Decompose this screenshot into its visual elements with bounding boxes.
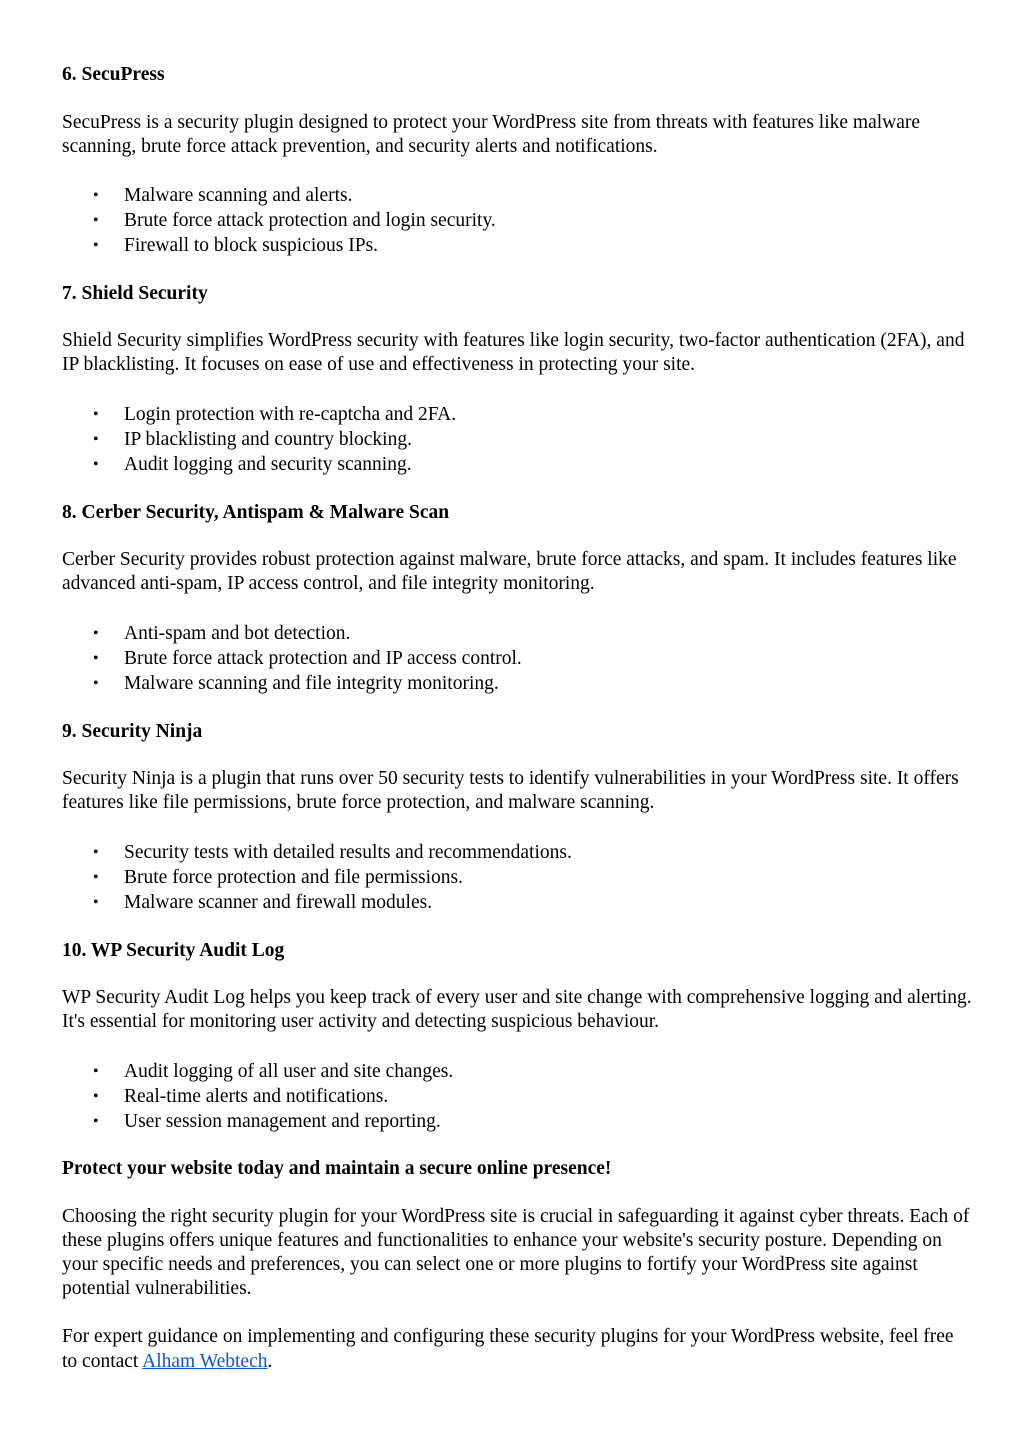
list-item-text: Firewall to block suspicious IPs. (124, 235, 379, 256)
bullet-icon: • (93, 869, 99, 886)
list-item-text: Malware scanning and alerts. (124, 185, 353, 206)
list-item (62, 233, 972, 258)
bullet-icon: • (93, 187, 99, 204)
list-item (62, 671, 972, 696)
list-item-text: Malware scanner and firewall modules. (124, 892, 433, 913)
list-item (62, 208, 972, 233)
section-paragraph-wp-security-audit-log: WP Security Audit Log helps you keep track of every user and site change with comprehensive logging and alerting. It's essential for monitoring user activity and detecting suspicious behaviour. (62, 987, 972, 1032)
list-item-text: Brute force attack protection and IP access control. (124, 648, 522, 669)
list-item (62, 402, 972, 427)
bullet-icon: • (93, 1063, 99, 1080)
list-item (62, 865, 972, 890)
bullet-icon: • (93, 650, 99, 667)
section-heading-cerber-security: 8. Cerber Security, Antispam & Malware Scan (62, 502, 450, 523)
bullet-icon: • (93, 894, 99, 911)
list-item (62, 452, 972, 477)
bullet-list-secupress (62, 183, 972, 258)
bullet-icon: • (93, 1088, 99, 1105)
bullet-icon: • (93, 675, 99, 692)
contact-link[interactable]: Alham Webtech (142, 1351, 268, 1372)
bullet-list-shield-security (62, 402, 972, 477)
list-item (62, 646, 972, 671)
list-item (62, 621, 972, 646)
list-item-text: Security tests with detailed results and recommendations. (124, 842, 572, 863)
list-item (62, 1109, 972, 1134)
list-item-text: IP blacklisting and country blocking. (124, 429, 412, 450)
list-item-text: Brute force attack protection and login security. (124, 210, 496, 231)
contact-paragraph (62, 1324, 972, 1374)
bullet-list-cerber-security (62, 621, 972, 696)
list-item-text: Anti-spam and bot detection. (124, 623, 351, 644)
list-item (62, 183, 972, 208)
bullet-icon: • (93, 456, 99, 473)
list-item (62, 1059, 972, 1084)
section-paragraph-cerber-security: Cerber Security provides robust protection against malware, brute force attacks, and spam. It includes features like advanced anti-spam, IP access control, and file integrity monitoring. (62, 549, 957, 594)
section-heading-secupress: 6. SecuPress (62, 64, 165, 85)
list-item-text: Brute force protection and file permissions. (124, 867, 463, 888)
closing-heading: Protect your website today and maintain a secure online presence! (62, 1158, 612, 1179)
bullet-icon: • (93, 1113, 99, 1130)
list-item-text: Audit logging and security scanning. (124, 454, 412, 475)
bullet-icon: • (93, 406, 99, 423)
contact-end: . (267, 1351, 273, 1372)
list-item-text: Malware scanning and file integrity monitoring. (124, 673, 499, 694)
section-heading-shield-security: 7. Shield Security (62, 283, 208, 304)
list-item-text: Login protection with re-captcha and 2FA. (124, 404, 457, 425)
section-heading-wp-security-audit-log: 10. WP Security Audit Log (62, 940, 285, 961)
bullet-icon: • (93, 625, 99, 642)
list-item (62, 1084, 972, 1109)
list-item (62, 890, 972, 915)
bullet-icon: • (93, 237, 99, 254)
contact-text: For expert guidance on implementing and configuring these security plugins for your WordPress website, feel free to contact (62, 1326, 954, 1372)
bullet-icon: • (93, 844, 99, 861)
section-paragraph-shield-security: Shield Security simplifies WordPress security with features like login security, two-factor authentication (2FA), and IP blacklisting. It focuses on ease of use and effectiveness in protecting your site. (62, 330, 965, 375)
list-item-text: Audit logging of all user and site changes. (124, 1061, 454, 1082)
section-heading-security-ninja: 9. Security Ninja (62, 721, 203, 742)
list-item-text: User session management and reporting. (124, 1111, 441, 1132)
bullet-list-security-ninja (62, 840, 972, 915)
bullet-icon: • (93, 431, 99, 448)
section-paragraph-secupress: SecuPress is a security plugin designed to protect your WordPress site from threats with features like malware scanning, brute force attack prevention, and security alerts and notifications. (62, 112, 921, 157)
list-item-text: Real-time alerts and notifications. (124, 1086, 389, 1107)
list-item (62, 427, 972, 452)
section-paragraph-security-ninja: Security Ninja is a plugin that runs over 50 security tests to identify vulnerabilities in your WordPress site. It offers features like file permissions, brute force protection, and malware scanning. (62, 768, 959, 813)
bullet-icon: • (93, 212, 99, 229)
list-item (62, 840, 972, 865)
bullet-list-wp-security-audit-log (62, 1059, 972, 1134)
closing-paragraph: Choosing the right security plugin for your WordPress site is crucial in safeguarding it against cyber threats. Each of these plugins offers unique features and functionalities to enhance your website's security posture. Depending on your specific needs and preferences, you can select one or more plugins to fortify your WordPress site against potential vulnerabilities. (62, 1206, 970, 1299)
